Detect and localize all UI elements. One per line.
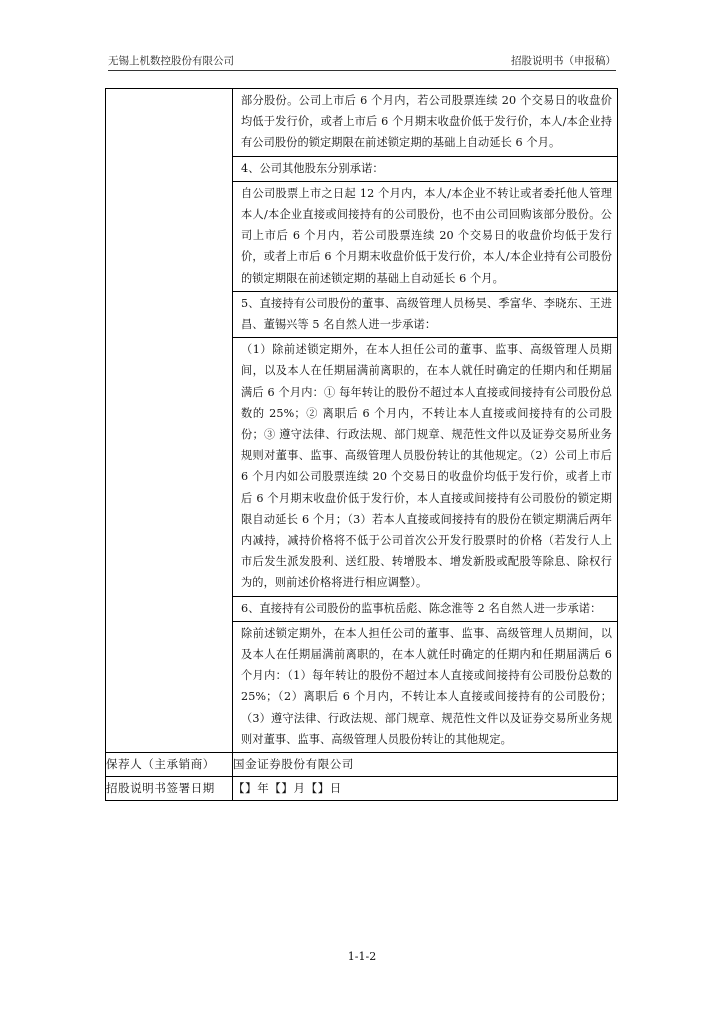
sponsor-value: 国金证券股份有限公司 — [233, 753, 618, 777]
page-header — [108, 50, 616, 71]
table-cell-commitments — [233, 89, 618, 753]
table-row — [106, 89, 618, 753]
sponsor-label: 保荐人（主承销商） — [106, 753, 233, 777]
table-cell-empty — [106, 89, 233, 753]
header-document-title: 招股说明书（申报稿） — [511, 55, 616, 67]
table-row — [106, 753, 618, 777]
sign-date-label: 招股说明书签署日期 — [106, 777, 233, 801]
commitment-paragraph: 5、直接持有公司股份的董事、高级管理人员杨昊、季富华、李晓东、王进昌、董锡兴等 5 名自然人进一步承诺： — [233, 292, 617, 338]
commitment-paragraph: 4、公司其他股东分别承诺： — [233, 157, 617, 182]
table-row — [106, 777, 618, 801]
commitment-paragraph: 部分股份。公司上市后 6 个月内，若公司股票连续 20 个交易日的收盘价均低于发行价，或者上市后 6 个月期末收盘价低于发行价，本人/本企业持有公司股份的锁定期限在前述锁定期的基础上自动延长 6 个月。 — [233, 89, 617, 157]
sign-date-value: 【】年【】月【】日 — [233, 777, 618, 801]
commitment-paragraph: 除前述锁定期外，在本人担任公司的董事、监事、高级管理人员期间，以及本人在任期届满前离职的，在本人就任时确定的任期内和任期届满后 6 个月内：（1）每年转让的股份不超过本人直接或间接持有公司股份总数的 25%；（2）离职后 6 个月内，不转让本人直接或间接持有的公司股份；（3）遵守法律、行政法规、部门规章、规范性文件以及证券交易所业务规则对董事、监事、高级管理人员股份转让的其他规定。 — [241, 626, 612, 746]
info-table — [105, 88, 618, 801]
page-number: 1-1-2 — [347, 950, 377, 963]
commitment-paragraph: （1）除前述锁定期外，在本人担任公司的董事、监事、高级管理人员期间，以及本人在任期届满前离职的，在本人就任时确定的任期内和任期届满后 6 个月内：① 每年转让的股份不超过本人直接或间接持有公司股份总数的 25%；② 离职后 6 个月内，不转让本人直接或间接持有的公司股份；③ 遵守法律、行政法规、部门规章、规范性文件以及证券交易所业务规则对董事、监事、高级管理人员股份转让的其他规定。（2）公司上市后 6 个月内如公司股票连续 20 个交易日的收盘价均低于发行价，或者上市后 6 个月期末收盘价低于发行价，本人直接或间接持有公司股份的锁定期限自动延长 6 个月；（3）若本人直接或间接持有的股份在锁定期满后两年内减持，减持价格将不低于公司首次公开发行股票时的价格（若发行人上市后发生派发股利、送红股、转增股本、增发新股或配股等除息、除权行为的，则前述价格将进行相应调整）。 — [233, 338, 617, 596]
commitment-paragraph: 自公司股票上市之日起 12 个月内，本人/本企业不转让或者委托他人管理本人/本企业直接或间接持有的公司股份，也不由公司回购该部分股份。公司上市后 6 个月内，若公司股票连续 20 个交易日的收盘价均低于发行价，或者上市后 6 个月期末收盘价低于发行价，本人/本企业持有公司股份的锁定期限在前述锁定期的基础上自动延长 6 个月。 — [233, 182, 617, 292]
commitment-paragraph: 6、直接持有公司股份的监事杭岳彪、陈念淮等 2 名自然人进一步承诺： — [233, 597, 617, 622]
header-company: 无锡上机数控股份有限公司 — [108, 55, 234, 67]
